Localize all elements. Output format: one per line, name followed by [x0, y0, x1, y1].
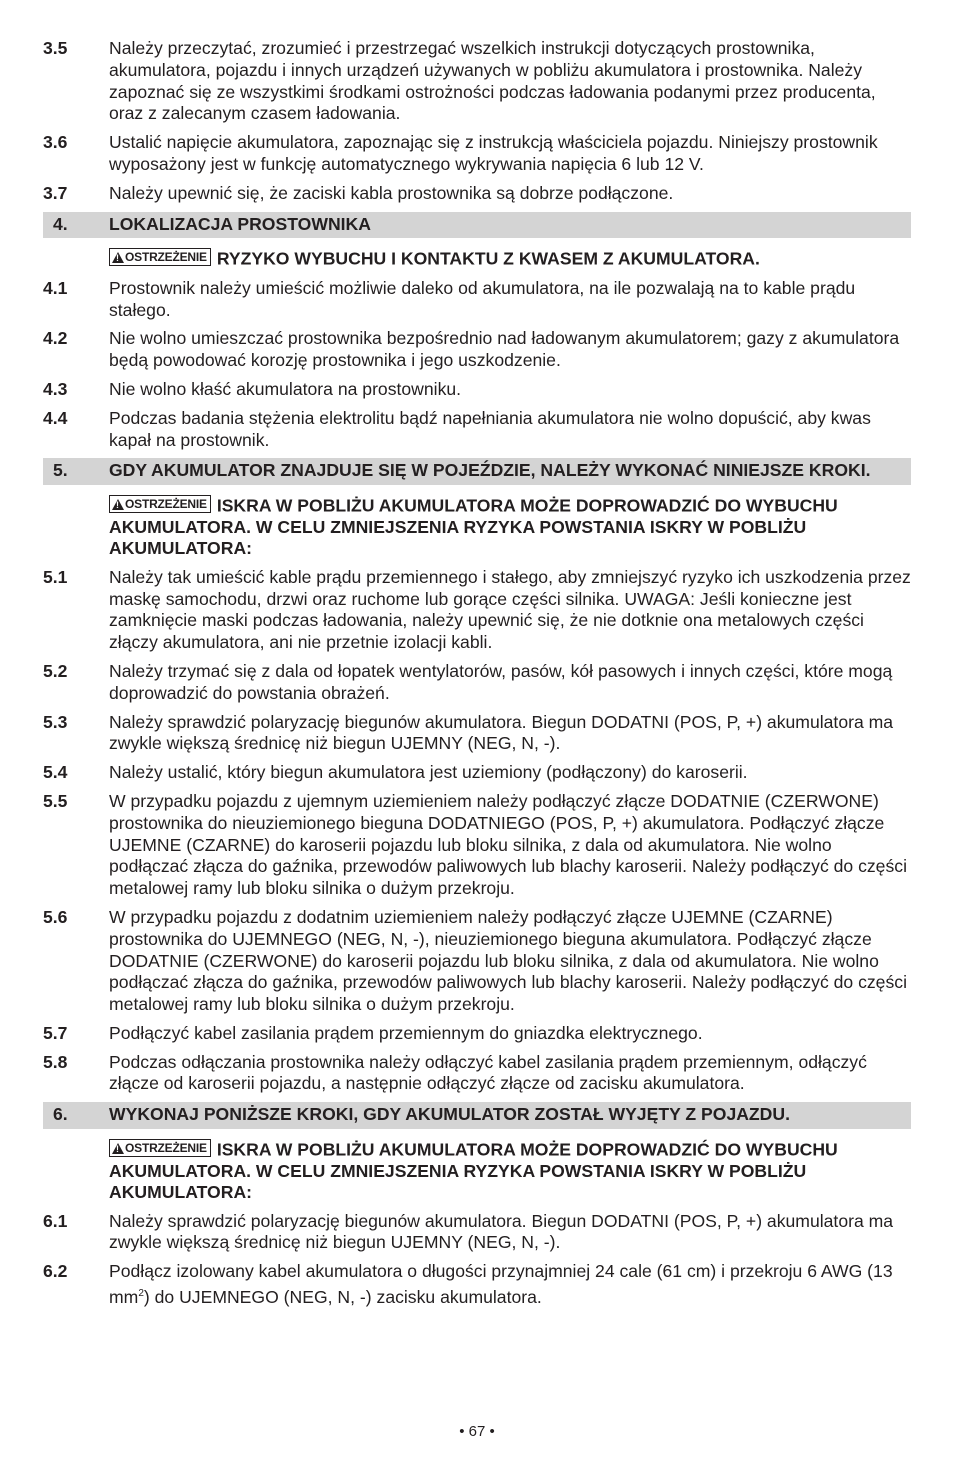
- item-text: [109, 1261, 911, 1308]
- section-number: 5.: [53, 460, 68, 481]
- list-item: [43, 379, 911, 401]
- item-number: 4.2: [43, 328, 68, 349]
- list-item: [43, 1023, 911, 1045]
- section-title: LOKALIZACJA PROSTOWNIKA: [109, 213, 371, 234]
- list-item: [43, 183, 911, 205]
- warning-triangle-icon: [112, 499, 124, 510]
- item-text: W przypadku pojazdu z dodatnim uziemieniem należy podłączyć złącze UJEMNE (CZARNE) prostownika do UJEMNEGO (NEG, N, -), nieuziemionego bieguna akumulatora. Podłączyć złącze DODATNIE (CZERWONE) do karoserii pojazdu lub bloku silnika, z dala od akumulatora. Nie wolno podłączać złącza do gaźnika, przewodów paliwowych lub blachy karoserii. Należy podłączyć do części metalowej ramy lub bloku silnika o dużym przekroju.: [109, 906, 907, 1015]
- warning-triangle-icon: [112, 1143, 124, 1154]
- section-heading-5: [43, 458, 911, 485]
- warning-badge: [109, 495, 211, 513]
- list-item: [43, 328, 911, 372]
- item-number: 4.1: [43, 277, 68, 298]
- list-item: [43, 1211, 911, 1255]
- item-text: Podczas badania stężenia elektrolitu bądź napełniania akumulatora nie wolno dopuścić, aby kwas kapał na prostownik.: [109, 407, 871, 450]
- item-number: 5.1: [43, 566, 68, 587]
- warning-badge: [109, 1139, 211, 1157]
- warning-notice: [43, 495, 911, 559]
- list-item: [43, 907, 911, 1016]
- list-item: [43, 661, 911, 705]
- list-item: [43, 1052, 911, 1096]
- item-number: 5.4: [43, 762, 68, 783]
- item-text: Nie wolno umieszczać prostownika bezpośrednio nad ładowanym akumulatorem; gazy z akumulatora będą powodować korozję prostownika i jego uszkodzenie.: [109, 328, 900, 371]
- item-text: Nie wolno kłaść akumulatora na prostowniku.: [109, 379, 462, 400]
- section-number: 4.: [53, 213, 68, 234]
- item-text-part: ) do UJEMNEGO (NEG, N, -) zacisku akumulatora.: [143, 1286, 542, 1307]
- section-number: 6.: [53, 1104, 68, 1125]
- item-text: Należy tak umieścić kable prądu przemiennego i stałego, aby zmniejszyć ryzyko ich uszkodzenia przez maskę samochodu, drzwi oraz ruchome lub gorące części silnika. UWAGA: Jeśli konieczne jest zamknięcie maski podczas ładowania, należy upewnić się, że nie dotknie ona metalowych części złączy akumulatora, ani nie przetnie izolacji kabli.: [109, 566, 911, 653]
- item-text: Prostownik należy umieścić możliwie daleko od akumulatora, na ile pozwalają na to kable prądu stałego.: [109, 277, 856, 320]
- item-text: Należy przeczytać, zrozumieć i przestrzegać wszelkich instrukcji dotyczących prostownika, akumulatora, pojazdu i innych urządzeń używanych w pobliżu akumulatora i prostownika. Należy zapoznać się ze wszystkimi środkami ostrożności podczas ładowania podanymi przez producenta, oraz z zalecanym czasem ładowania.: [109, 38, 876, 124]
- item-number: 5.2: [43, 660, 68, 681]
- item-text: Należy ustalić, który biegun akumulatora jest uziemiony (podłączony) do karoserii.: [109, 762, 748, 783]
- warning-notice: [43, 248, 911, 270]
- manual-page: [43, 38, 911, 1316]
- list-item: [43, 38, 911, 125]
- item-number: 4.4: [43, 407, 68, 428]
- item-number: 5.7: [43, 1022, 68, 1043]
- item-number: 5.3: [43, 711, 68, 732]
- item-text: W przypadku pojazdu z ujemnym uziemieniem należy podłączyć złącze DODATNIE (CZERWONE) prostownika do nieuziemionego bieguna DODATNIEGO (POS, P, +) akumulatora. Podłączyć złącze UJEMNE (CZARNE) do karoserii pojazdu lub bloku silnika, z dala od akumulatora. Nie wolno podłączać złącza do gaźnika, przewodów paliwowych lub blachy karoserii. Należy podłączyć do części metalowej ramy lub bloku silnika o dużym przekroju.: [109, 790, 907, 899]
- item-text: Podczas odłączania prostownika należy odłączyć kabel zasilania prądem przemiennym, odłączyć złącze od karoserii pojazdu, a następnie odłączyć złącze od zacisku akumulatora.: [109, 1051, 867, 1094]
- list-item: [43, 567, 911, 654]
- section-heading-4: [43, 212, 911, 239]
- item-number: 5.6: [43, 906, 68, 927]
- item-text: Ustalić napięcie akumulatora, zapoznając się z instrukcją właściciela pojazdu. Niniejszy prostownik wyposażony jest w funkcję automatycznego wykrywania napięcia 6 lub 12 V.: [109, 132, 878, 174]
- list-item: [43, 762, 911, 784]
- item-number: 3.5: [43, 38, 68, 58]
- section-title: WYKONAJ PONIŻSZE KROKI, GDY AKUMULATOR ZOSTAŁ WYJĘTY Z POJAZDU.: [109, 1104, 790, 1125]
- list-item: [43, 791, 911, 900]
- section-title: GDY AKUMULATOR ZNAJDUJE SIĘ W POJEŹDZIE, NALEŻY WYKONAĆ NINIEJSZE KROKI.: [109, 460, 871, 481]
- item-number: 4.3: [43, 379, 68, 400]
- warning-text: ISKRA W POBLIŻU AKUMULATORA MOŻE DOPROWADZIĆ DO WYBUCHU AKUMULATORA. W CELU ZMNIEJSZENIA RYZYKA POWSTANIA ISKRY W POBLIŻU AKUMULATORA:: [109, 495, 838, 558]
- item-number: 3.6: [43, 132, 68, 153]
- list-item: [43, 132, 911, 176]
- item-text: Należy trzymać się z dala od łopatek wentylatorów, pasów, kół pasowych i innych części, które mogą doprowadzić do powstania obrażeń.: [109, 660, 893, 703]
- warning-badge-label: OSTRZEŻENIE: [125, 1141, 207, 1156]
- item-text: Podłączyć kabel zasilania prądem przemiennym do gniazdka elektrycznego.: [109, 1022, 703, 1043]
- section-heading-6: [43, 1102, 911, 1129]
- item-number: 6.2: [43, 1261, 68, 1282]
- item-number: 6.1: [43, 1210, 68, 1231]
- list-item: [43, 712, 911, 756]
- warning-badge-label: OSTRZEŻENIE: [125, 497, 207, 512]
- warning-text: ISKRA W POBLIŻU AKUMULATORA MOŻE DOPROWADZIĆ DO WYBUCHU AKUMULATORA. W CELU ZMNIEJSZENIA RYZYKA POWSTANIA ISKRY W POBLIŻU AKUMULATORA:: [109, 1139, 838, 1202]
- list-item: [43, 408, 911, 452]
- warning-notice: [43, 1139, 911, 1203]
- item-number: 5.8: [43, 1051, 68, 1072]
- warning-text: RYZYKO WYBUCHU I KONTAKTU Z KWASEM Z AKUMULATORA.: [216, 248, 760, 269]
- item-text: Należy sprawdzić polaryzację biegunów akumulatora. Biegun DODATNI (POS, P, +) akumulatora ma zwykle większą średnicę niż biegun UJEMNY (NEG, N, -).: [109, 711, 894, 754]
- warning-triangle-icon: [112, 252, 124, 263]
- item-number: 5.5: [43, 790, 68, 811]
- item-text: Należy upewnić się, że zaciski kabla prostownika są dobrze podłączone.: [109, 182, 674, 203]
- warning-badge-label: OSTRZEŻENIE: [125, 250, 207, 265]
- superscript: 2: [138, 1287, 144, 1299]
- warning-badge: [109, 248, 211, 266]
- item-text: Należy sprawdzić polaryzację biegunów akumulatora. Biegun DODATNI (POS, P, +) akumulatora ma zwykle większą średnicę niż biegun UJEMNY (NEG, N, -).: [109, 1210, 894, 1253]
- item-text-part: Podłącz izolowany kabel akumulatora o długości przynajmniej 24 cale (61 cm) i przekroju 6 AWG (13 mm: [109, 1261, 893, 1307]
- page-number: • 67 •: [459, 1423, 495, 1440]
- list-item: [43, 1261, 911, 1308]
- list-item: [43, 278, 911, 322]
- item-number: 3.7: [43, 182, 68, 203]
